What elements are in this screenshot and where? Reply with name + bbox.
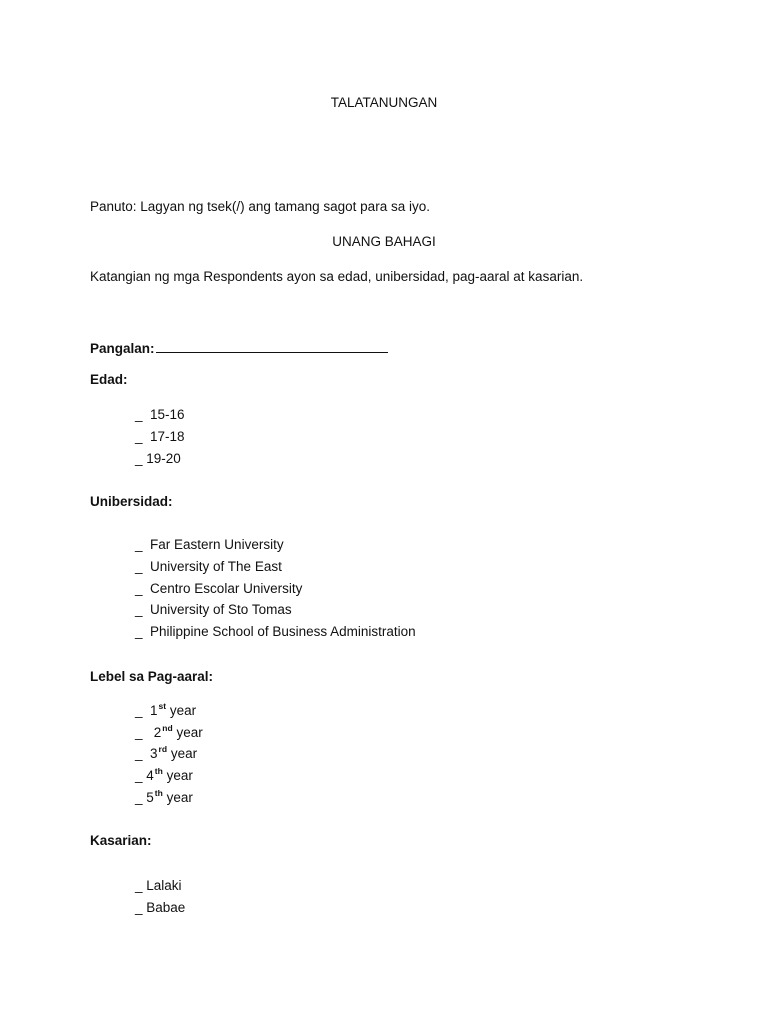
checkbox-blank[interactable]: _ — [135, 429, 143, 444]
level-option[interactable] — [135, 790, 193, 807]
level-option[interactable] — [135, 703, 196, 720]
university-option-label: Far Eastern University — [150, 537, 284, 552]
university-option[interactable] — [135, 537, 284, 553]
checkbox-blank[interactable]: _ — [135, 602, 143, 617]
level-word: year — [169, 703, 197, 718]
level-number: 2 — [153, 725, 162, 740]
checkbox-blank[interactable]: _ — [135, 725, 143, 740]
level-word: year — [170, 746, 198, 761]
level-number: 5 — [146, 790, 154, 805]
age-option[interactable] — [135, 429, 185, 445]
checkbox-blank[interactable]: _ — [135, 790, 143, 805]
level-word: year — [166, 790, 193, 805]
checkbox-blank[interactable]: _ — [135, 537, 143, 552]
instruction-text: Panuto: Lagyan ng tsek(/) ang tamang sagot para sa iyo. — [90, 199, 430, 214]
gender-label: Kasarian: — [90, 833, 152, 848]
checkbox-blank[interactable]: _ — [135, 451, 143, 466]
level-option[interactable] — [135, 746, 197, 763]
age-option-label: 17-18 — [150, 429, 185, 444]
gender-option-label: Babae — [146, 900, 186, 915]
checkbox-blank[interactable]: _ — [135, 559, 143, 574]
checkbox-blank[interactable]: _ — [135, 407, 143, 422]
gender-option-label: Lalaki — [146, 878, 182, 893]
checkbox-blank[interactable]: _ — [135, 581, 143, 596]
age-option-label: 19-20 — [146, 451, 181, 466]
document-title: TALATANUNGAN — [330, 95, 438, 110]
level-number: 4 — [146, 768, 154, 783]
ordinal-suffix: th — [154, 766, 163, 776]
university-option[interactable] — [135, 602, 292, 618]
ordinal-suffix: st — [158, 701, 167, 711]
checkbox-blank[interactable]: _ — [135, 900, 143, 915]
university-option[interactable] — [135, 559, 282, 575]
level-word: year — [166, 768, 193, 783]
checkbox-blank[interactable]: _ — [135, 768, 143, 783]
section-title: UNANG BAHAGI — [332, 234, 436, 249]
level-word: year — [176, 725, 203, 740]
university-option-label: Centro Escolar University — [150, 581, 303, 596]
section-description: Katangian ng mga Respondents ayon sa edad, unibersidad, pag-aaral at kasarian. — [90, 269, 584, 284]
checkbox-blank[interactable]: _ — [135, 878, 143, 893]
checkbox-blank[interactable]: _ — [135, 624, 143, 639]
gender-option[interactable] — [135, 900, 185, 916]
age-option[interactable] — [135, 451, 181, 467]
age-label: Edad: — [90, 372, 128, 387]
name-blank-line[interactable] — [156, 339, 388, 353]
level-option[interactable] — [135, 725, 203, 742]
level-number: 3 — [150, 746, 158, 761]
level-label: Lebel sa Pag-aaral: — [90, 669, 214, 684]
university-option-label: University of The East — [150, 559, 282, 574]
university-label: Unibersidad: — [90, 494, 173, 509]
checkbox-blank[interactable]: _ — [135, 703, 143, 718]
university-option-label: University of Sto Tomas — [150, 602, 292, 617]
name-field[interactable] — [90, 339, 388, 357]
university-option[interactable] — [135, 624, 416, 640]
age-option-label: 15-16 — [150, 407, 185, 422]
university-option-label: Philippine School of Business Administration — [150, 624, 416, 639]
ordinal-suffix: rd — [158, 744, 168, 754]
ordinal-suffix: nd — [162, 723, 173, 733]
age-option[interactable] — [135, 407, 185, 423]
checkbox-blank[interactable]: _ — [135, 746, 143, 761]
university-option[interactable] — [135, 581, 302, 597]
name-field-label: Pangalan: — [90, 341, 155, 356]
level-number: 1 — [150, 703, 158, 718]
gender-option[interactable] — [135, 878, 182, 894]
ordinal-suffix: th — [154, 788, 163, 798]
level-option[interactable] — [135, 768, 193, 785]
